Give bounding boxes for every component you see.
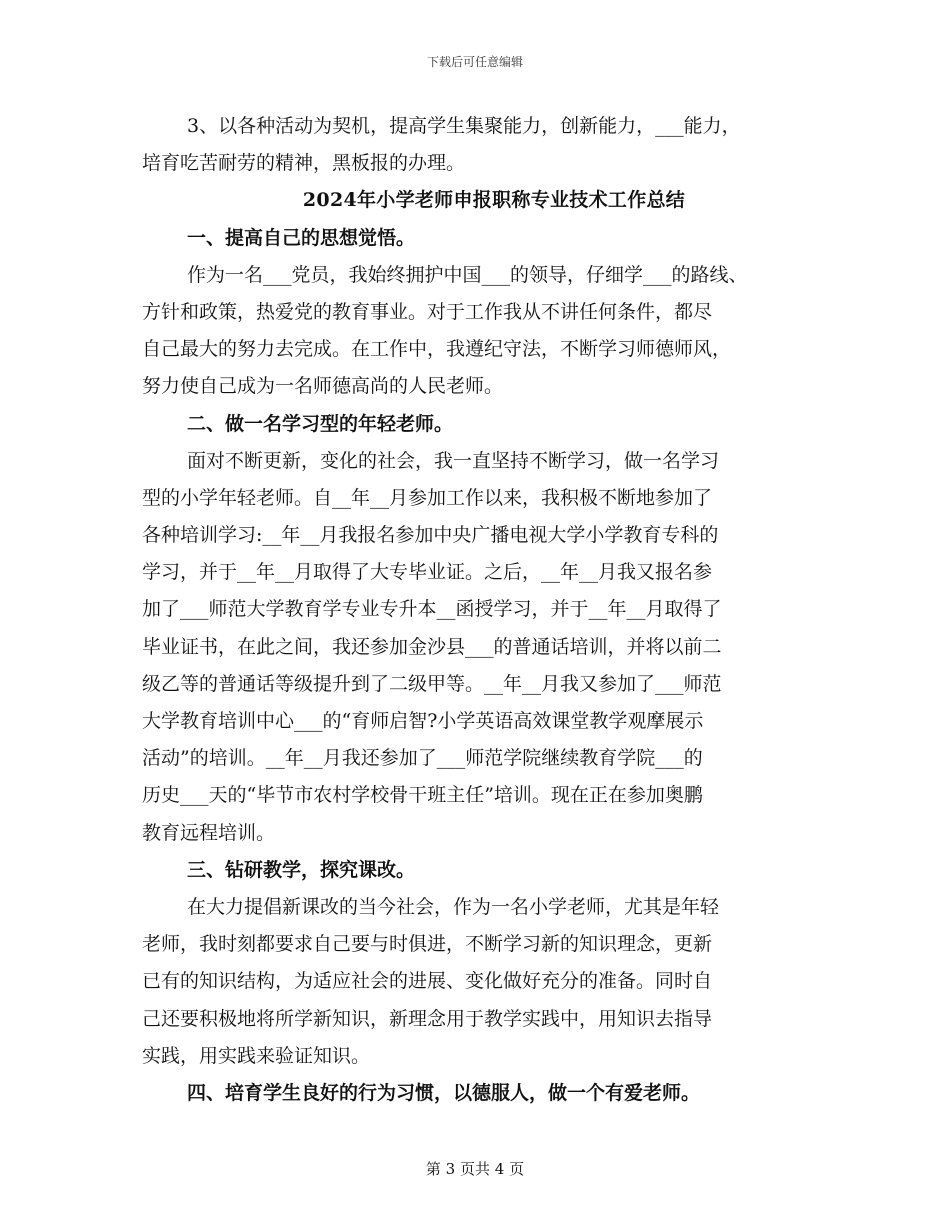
document-body [142,108,842,1112]
paragraph-line: 自己最大的努力去完成。在工作中，我遵纪守法，不断学习师德师风， [142,338,732,361]
paragraph-line: 面对不断更新，变化的社会，我一直坚持不断学习，做一名学习 [187,449,720,472]
paragraph-line: 加了___师范大学教育学专业专升本__函授学习，并于__年__月取得了 [142,598,722,621]
paragraph-line: 毕业证书，在此之间，我还参加金沙县___的普通话培训，并将以前二 [142,635,722,658]
paragraph-line: 努力使自己成为一名师德高尚的人民老师。 [142,375,504,398]
paragraph-line: 方针和政策，热爱党的教育事业。对于工作我从不讲任何条件，都尽 [142,300,713,323]
paragraph-line: 己还要积极地将所学新知识，新理念用于教学实践中，用知识去指导 [142,1007,713,1030]
paragraph-line: 各种培训学习:__年__月我报名参加中央广播电视大学小学教育专科的 [142,524,719,547]
paragraph-line: 老师，我时刻都要求自己要与时俱进，不断学习新的知识理念，更新 [142,933,713,956]
section-heading: 二、做一名学习型的年轻老师。 [187,412,454,435]
paragraph-line: 实践，用实践来验证知识。 [142,1044,371,1067]
section-heading: 四、培育学生良好的行为习惯，以德服人，做一个有爱老师。 [187,1081,701,1104]
paragraph-line: 历史___天的“毕节市农村学校骨干班主任”培训。现在正在参加奥鹏 [142,784,703,807]
paragraph-line: 活动”的培训。__年__月我还参加了___师范学院继续教育学院___的 [142,747,703,770]
paragraph-line: 在大力提倡新课改的当今社会，作为一名小学老师，尤其是年轻 [187,895,720,918]
paragraph-line: 级乙等的普通话等级提升到了二级甲等。__年__月我又参加了___师范 [142,672,722,695]
paragraph-line: 学习，并于__年__月取得了大专毕业证。之后，__年__月我又报名参 [142,561,713,584]
paragraph-line: 大学教育培训中心___的“育师启智?小学英语高效课堂教学观摩展示 [142,710,704,732]
paragraph-line: 已有的知识结构，为适应社会的进展、变化做好充分的准备。同时自 [142,970,713,993]
paragraph-line: 3、以各种活动为契机，提高学生集聚能力，创新能力，___能力， [187,115,741,137]
paragraph-line: 型的小学年轻老师。自__年__月参加工作以来，我积极不断地参加了 [142,486,713,509]
page-header: 下载后可任意编辑 [426,55,523,69]
document-title: 2024年小学老师申报职称专业技术工作总结 [302,189,686,212]
section-heading: 一、提高自己的思想觉悟。 [187,226,416,249]
paragraph-line: 教育远程培训。 [142,821,276,844]
page-footer: 第 3 页共 4 页 [425,1160,525,1178]
section-heading: 三、钻研教学，探究课改。 [187,858,416,881]
paragraph-line: 作为一名___党员，我始终拥护中国___的领导，仔细学___的路线、 [187,263,748,286]
paragraph-line: 培育吃苦耐劳的精神，黑板报的办理。 [142,152,466,175]
